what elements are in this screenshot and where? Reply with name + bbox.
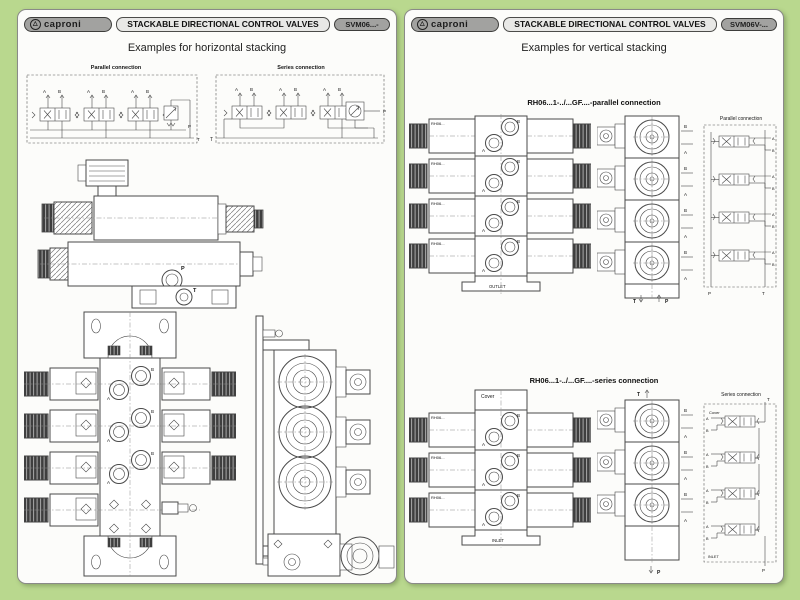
valve-row: [409, 156, 591, 196]
parallel-stack-front-view: [409, 112, 591, 298]
valve-row: [409, 450, 591, 490]
valve-module: [597, 158, 693, 200]
port-label-t: T: [193, 288, 197, 294]
right-subtitle: Examples for vertical stacking: [521, 42, 667, 54]
valve-symbol: [120, 89, 166, 138]
valve-symbol: [711, 136, 775, 153]
port-label-p: P: [762, 568, 766, 573]
mounting-bracket: [256, 316, 263, 564]
outlet-label: OUTLET: [489, 284, 506, 289]
right-page: [404, 9, 784, 584]
parallel-diagram-label: Parallel connection: [719, 116, 763, 122]
valve-row: [409, 490, 591, 530]
port-label-p: P: [188, 124, 192, 129]
valve-symbol: [32, 89, 78, 138]
valve-module: [597, 484, 693, 526]
valve-module: [597, 442, 693, 484]
valve-symbol: [706, 452, 759, 469]
series-connection-schematic: [208, 60, 394, 154]
caproni-logo: [24, 17, 112, 32]
valve-module: [597, 116, 693, 158]
right-page-header: [411, 16, 777, 32]
cover-label: Cover: [481, 394, 495, 400]
valve-row: [409, 196, 591, 236]
parallel-section-row: [409, 112, 781, 304]
parallel-stack-side-view: B A T P: [597, 112, 695, 304]
caproni-logo: [411, 17, 499, 32]
left-page-header: [24, 16, 390, 32]
left-page: [17, 9, 397, 584]
valve-symbol: [706, 488, 759, 505]
series-stack-front-view: RH06... Cover INLET: [409, 388, 591, 560]
valve-symbol: [711, 174, 775, 191]
valve-row: [409, 116, 591, 156]
left-views-row: [24, 310, 396, 578]
valve-row: [409, 410, 591, 450]
series-diagram-label: Series connection: [721, 392, 761, 398]
series-section-title: RH06...1-../...GF....-series connection: [529, 376, 659, 385]
port-label-p: P: [383, 109, 387, 114]
left-schematics-row: [24, 60, 394, 154]
valve-symbol: [706, 524, 759, 541]
series-connection-diagram: [701, 388, 781, 576]
caproni-triangle-icon: △: [417, 19, 428, 30]
page-title: STACKABLE DIRECTIONAL CONTROL VALVES: [503, 17, 717, 32]
port-label-t: T: [762, 291, 765, 296]
valve-row: [409, 236, 591, 276]
relief-valve-adjuster: [162, 502, 178, 514]
port-label-t: T: [767, 397, 770, 402]
inlet-label: INLET: [492, 538, 504, 543]
valve-symbol: [711, 250, 775, 267]
port-label-t: T: [197, 137, 200, 142]
valve-symbol: [706, 416, 759, 433]
page-title: STACKABLE DIRECTIONAL CONTROL VALVES: [116, 17, 330, 32]
valve-stack-plan-view: [24, 310, 236, 578]
port-label-t: T: [633, 299, 637, 304]
model-badge: SVM06V-...: [721, 18, 777, 31]
end-plate: [268, 534, 340, 576]
port-label-t: T: [637, 392, 641, 398]
port-label-p: P: [708, 291, 712, 296]
series-section-row: [409, 388, 781, 576]
port-label-t: T: [210, 137, 214, 143]
logo-text: caproni: [44, 18, 82, 30]
valve-module: [597, 400, 693, 442]
parallel-section-title: RH06...1-../...GF....-parallel connection: [527, 98, 661, 107]
solenoid-coil: [226, 206, 254, 232]
valve-module: [597, 242, 693, 284]
parallel-connection-diagram: A B Parallel connection P T: [701, 112, 781, 304]
valve-symbol: [711, 212, 775, 229]
logo-text: caproni: [431, 18, 469, 30]
parallel-connection-schematic: [24, 60, 208, 154]
valve-module: [597, 200, 693, 242]
caproni-triangle-icon: △: [30, 19, 41, 30]
port-label-p: P: [665, 299, 669, 304]
series-schematic-label: Series connection: [277, 65, 325, 71]
cover-label: Cover: [709, 410, 720, 415]
series-stack-side-view: B A T P: [597, 388, 695, 576]
valve-symbol: [268, 87, 314, 119]
valve-assembly-side-view: [36, 158, 266, 310]
parallel-schematic-label: Parallel connection: [90, 65, 142, 71]
model-badge: SVM06...-: [334, 18, 390, 31]
valve-stack-end-view: [246, 310, 396, 578]
left-subtitle: Examples for horizontal stacking: [127, 42, 287, 54]
inlet-label: INLET: [708, 555, 719, 559]
port-label-p: P: [181, 266, 185, 272]
port-label-p: P: [657, 570, 661, 576]
valve-symbol: [224, 87, 270, 119]
valve-symbol: [76, 89, 122, 138]
